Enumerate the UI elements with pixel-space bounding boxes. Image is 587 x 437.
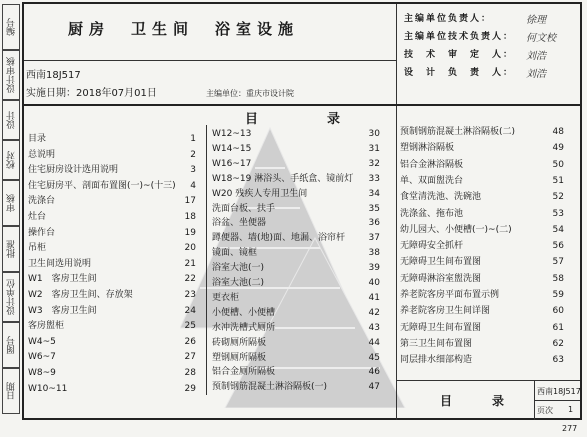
toc-entry-page: 23 <box>184 290 196 300</box>
toc-entry <box>212 173 353 186</box>
toc-entry <box>212 307 275 320</box>
toc-entry-page: 39 <box>368 263 380 274</box>
signatures <box>526 12 556 84</box>
side-cell <box>2 100 20 140</box>
side-label: 审核 <box>6 194 17 212</box>
toc-entry <box>212 322 275 335</box>
toc-entry <box>212 232 345 245</box>
toc-entry-title: 灶台 <box>28 212 47 222</box>
toc-entry-title: 铝合金淋浴隔板 <box>400 159 464 170</box>
divider <box>24 60 396 61</box>
toc-entry <box>212 217 266 230</box>
side-cell <box>2 322 20 368</box>
toc-entry-page: 56 <box>552 241 564 252</box>
toc-entry-title: 砖砌厕所隔板 <box>212 337 267 348</box>
toc-entry-page: 3 <box>190 165 196 176</box>
toc-entry-page: 61 <box>552 322 564 333</box>
toc-entry <box>212 247 257 260</box>
toc-entry-title: W16~17 <box>212 158 252 169</box>
side-label: 设计 <box>6 111 17 129</box>
toc-entry <box>400 208 463 221</box>
toc-entry-page: 33 <box>368 173 380 184</box>
toc-entry-title: 养老院客房平面布置示例 <box>400 290 500 300</box>
toc-entry-title: 预制钢筋混凝土淋浴隔板(二) <box>400 127 516 137</box>
toc-entry-page: 54 <box>552 224 564 235</box>
toc-entry <box>212 366 275 379</box>
toc-entry-title: 无障碍卫生间布置图 <box>400 257 482 268</box>
toc-entry-page: 2 <box>190 149 196 160</box>
toc-entry-title: 预制钢筋混凝土淋浴隔板(一) <box>212 382 328 393</box>
toc-entry-page: 25 <box>184 321 196 332</box>
toc-entry-page: 45 <box>368 352 380 363</box>
toc-entry <box>28 195 55 208</box>
toc-entry <box>28 305 97 318</box>
toc-entry-title: W3 客房卫生间 <box>28 305 97 316</box>
toc-entry-title: 浴盆、坐便器 <box>212 218 267 229</box>
toc-entry-title: W10~11 <box>28 383 68 394</box>
toc-entry-page: 52 <box>552 192 564 203</box>
divider <box>396 4 397 104</box>
toc-entry-page: 32 <box>368 158 380 169</box>
toc-entry-title: 无障碍卫生间布置图 <box>400 322 482 333</box>
toc-entry <box>400 338 472 351</box>
side-cell <box>2 226 20 272</box>
role-designer: 设 计 负 责 人： <box>404 68 515 78</box>
role-tech-chief: 主编单位技术负责人： <box>404 32 515 42</box>
toc-entry-page: 51 <box>552 175 564 186</box>
toc-entry-title: 洗面台板、扶手 <box>212 203 276 214</box>
side-label: 校对 <box>6 151 17 169</box>
toc-entry-title: 洗涤盆、拖布池 <box>400 208 464 219</box>
role-chief: 主编单位负责人： <box>404 14 493 24</box>
signature: 徐理 <box>526 15 546 26</box>
side-cell <box>2 272 20 322</box>
toc-entry-title: W18~19 淋浴头、手纸盒、镜前灯 <box>212 173 354 184</box>
toc-entry <box>28 367 56 380</box>
toc-entry <box>212 188 307 201</box>
toc-entry-title: 浴室大池(二) <box>212 278 265 288</box>
effective-date: 实施日期：2018年07月01日 <box>26 88 157 99</box>
divider <box>396 380 580 381</box>
toc-entry <box>28 383 67 396</box>
toc-entry <box>28 211 46 224</box>
toc-entry <box>212 381 327 394</box>
toc-entry-title: 浴室大池(一) <box>212 263 265 274</box>
toc-entry-title: 蹲便器、墙(地)面、地漏、浴帘杆 <box>212 233 346 244</box>
toc-entry-title: 无障碍安全抓杆 <box>400 241 464 252</box>
toc-entry-page: 34 <box>368 188 380 199</box>
toc-entry <box>212 128 251 141</box>
toc-entry-page: 38 <box>368 248 380 259</box>
toc-entry-page: 37 <box>368 233 380 244</box>
side-cell <box>2 180 20 226</box>
toc-entry-title: 操作台 <box>28 227 56 238</box>
toc-entry-title: 第三卫生间布置图 <box>400 338 473 349</box>
toc-entry-page: 43 <box>368 322 380 333</box>
toc-entry <box>400 126 515 139</box>
toc-entry-title: 吊柜 <box>28 243 47 254</box>
toc-entry-page: 60 <box>552 306 564 317</box>
toc-entry-title: 住宅厨房平、剖面布置图(一)~(十三) <box>28 180 176 191</box>
toc-entry-title: 目录 <box>28 134 47 144</box>
toc-entry-page: 24 <box>184 305 196 316</box>
toc-entry <box>28 149 55 162</box>
toc-entry-page: 27 <box>184 352 196 363</box>
divider <box>534 400 580 401</box>
toc-entry <box>400 322 481 335</box>
side-label: 日期 <box>6 382 17 400</box>
page-title: 厨房 卫生间 浴室设施 <box>68 20 300 38</box>
divider <box>24 104 580 106</box>
toc-entry-page: 49 <box>552 143 564 154</box>
signature: 何文校 <box>526 33 556 44</box>
toc-entry <box>400 354 472 367</box>
toc-entry-page: 42 <box>368 307 380 318</box>
toc-entry-page: 4 <box>190 180 196 191</box>
signature: 刘浩 <box>526 69 546 80</box>
toc-entry-page: 40 <box>368 278 380 288</box>
toc-entry <box>400 142 454 155</box>
toc-entry <box>212 292 239 305</box>
toc-entry-page: 57 <box>552 257 564 268</box>
toc-entry <box>28 242 46 255</box>
toc-entry-page: 31 <box>368 143 380 154</box>
toc-entry <box>28 289 133 302</box>
toc-entry-title: 卫生间选用说明 <box>28 258 92 269</box>
roles-block <box>404 10 514 82</box>
toc-entry-page: 62 <box>552 338 564 349</box>
toc-entry <box>28 320 64 333</box>
toc-entry-page: 26 <box>184 336 196 347</box>
toc-entry-page: 1 <box>190 134 196 144</box>
toc-entry-title: 食堂清洗池、洗碗池 <box>400 192 482 203</box>
signature: 刘浩 <box>526 51 546 62</box>
toc-entry-title: 总说明 <box>28 149 56 160</box>
toc-entry <box>28 351 56 364</box>
side-label: 图号 <box>6 336 17 354</box>
toc-entry-page: 29 <box>184 383 196 394</box>
toc-entry <box>212 143 251 156</box>
footer-page-num: 1 <box>568 405 574 414</box>
side-label: 编号 <box>6 18 17 36</box>
toc-entry-title: 客房盥柜 <box>28 321 65 332</box>
toc-entry-page: 48 <box>552 127 564 137</box>
toc-entry-title: W4~5 <box>28 336 56 347</box>
toc-entry-page: 50 <box>552 159 564 170</box>
footer-atlas-code: 西南18J517 <box>537 387 581 396</box>
toc-entry-title: 水冲洗槽式厕所 <box>212 322 276 333</box>
toc-entry-title: W2 客房卫生间、存放架 <box>28 290 133 300</box>
toc-entry <box>400 305 490 318</box>
toc-entry-title: W8~9 <box>28 368 56 378</box>
side-strip <box>2 4 20 414</box>
toc-entry <box>28 164 118 177</box>
toc-entry <box>212 352 266 365</box>
toc-entry-page: 41 <box>368 292 380 303</box>
toc-entry-page: 44 <box>368 337 380 348</box>
toc-entry <box>400 240 463 253</box>
toc-entry-page: 46 <box>368 367 380 378</box>
toc-entry-page: 22 <box>184 274 196 285</box>
toc-title: 目 录 <box>245 112 369 127</box>
side-cell <box>2 368 20 414</box>
toc-entry-page: 19 <box>184 227 196 238</box>
toc-entry <box>400 191 481 204</box>
atlas-code: 西南18J517 <box>26 70 81 81</box>
role-reviewer: 技 术 审 定 人： <box>404 50 515 60</box>
toc-entry-page: 47 <box>368 382 380 393</box>
editing-unit: 主编单位：重庆市设计院 <box>206 89 294 98</box>
toc-entry <box>400 159 463 172</box>
toc-entry-title: 小便槽、小便槽 <box>212 307 276 318</box>
column-divider <box>396 106 397 420</box>
column-divider <box>206 125 207 395</box>
toc-entry-page: 30 <box>368 129 380 139</box>
toc-entry-page: 17 <box>184 196 196 207</box>
toc-entry <box>400 273 481 286</box>
toc-entry <box>212 337 266 350</box>
toc-entry <box>212 158 251 171</box>
toc-entry-title: 塑钢厕所隔板 <box>212 352 267 363</box>
footer-table-title: 目 录 <box>440 394 519 408</box>
toc-entry <box>28 180 176 193</box>
toc-entry-title: 无障碍淋浴室盥洗图 <box>400 273 482 284</box>
toc-entry <box>28 133 46 146</box>
toc-entry-title: W12~13 <box>212 129 252 139</box>
toc-entry-title: W1 客房卫生间 <box>28 274 97 285</box>
toc-entry-title: 同层排水细部构造 <box>400 355 473 366</box>
toc-column-2 <box>212 128 390 403</box>
toc-entry <box>212 277 264 290</box>
toc-entry-title: 养老院客房卫生间详图 <box>400 306 491 317</box>
toc-entry-title: 铝合金厕所隔板 <box>212 367 276 378</box>
toc-entry-title: 单、双面盥洗台 <box>400 175 464 186</box>
toc-entry <box>400 289 499 302</box>
toc-entry-title: 幼儿园大、小便槽(一)~(二) <box>400 224 512 235</box>
sheet-number: 277 <box>562 424 578 433</box>
toc-column-1 <box>28 133 200 403</box>
toc-entry-title: W6~7 <box>28 352 56 363</box>
toc-column-3 <box>400 126 576 376</box>
toc-entry-page: 63 <box>552 355 564 366</box>
toc-entry <box>400 256 481 269</box>
toc-entry-page: 36 <box>368 218 380 229</box>
toc-entry-title: 更衣柜 <box>212 292 240 303</box>
toc-entry-title: 住宅厨房设计选用说明 <box>28 165 119 176</box>
footer-page-label: 页次 <box>537 406 553 415</box>
side-cell <box>2 4 20 50</box>
toc-entry-title: W20 残疾人专用卫生间 <box>212 188 308 199</box>
toc-entry-page: 28 <box>184 368 196 378</box>
toc-entry-title: 镜面、镜框 <box>212 248 258 259</box>
toc-entry-page: 58 <box>552 273 564 284</box>
toc-entry <box>28 258 91 271</box>
toc-entry-page: 18 <box>184 212 196 222</box>
side-label: 批准 <box>6 240 17 258</box>
toc-entry <box>28 227 55 240</box>
toc-entry <box>212 203 275 216</box>
toc-entry-page: 35 <box>368 203 380 214</box>
side-cell <box>2 140 20 180</box>
toc-entry <box>400 175 463 188</box>
toc-entry-title: 洗涤台 <box>28 196 56 207</box>
side-label: 设计审核 <box>6 57 17 93</box>
toc-entry-page: 21 <box>184 258 196 269</box>
side-cell <box>2 50 20 100</box>
toc-entry-page: 59 <box>552 290 564 300</box>
toc-entry <box>212 262 264 275</box>
toc-entry <box>28 273 97 286</box>
toc-entry-page: 20 <box>184 243 196 254</box>
toc-entry <box>400 224 512 237</box>
toc-entry <box>28 336 56 349</box>
toc-entry-title: W14~15 <box>212 143 252 154</box>
toc-entry-title: 塑钢淋浴隔板 <box>400 143 455 154</box>
toc-entry-page: 53 <box>552 208 564 219</box>
side-label: 设计单位 <box>6 279 17 315</box>
